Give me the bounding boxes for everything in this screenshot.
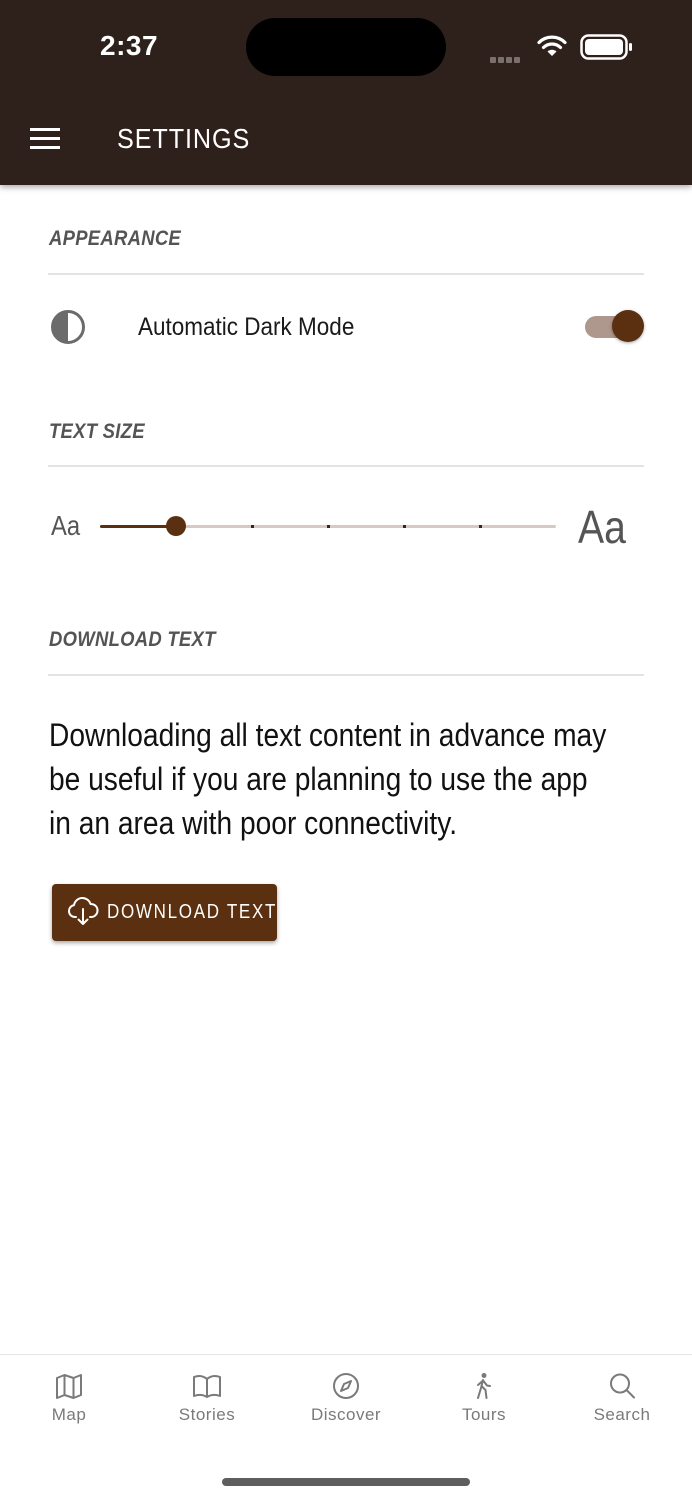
download-description: Downloading all text content in advance may be useful if you are planning to use the app in an area with poor connectivity.	[49, 717, 607, 841]
dark-mode-toggle[interactable]	[585, 310, 645, 344]
download-text-button[interactable]	[52, 884, 277, 941]
slider-tick	[479, 525, 482, 528]
appearance-heading: APPEARANCE	[49, 227, 182, 250]
tab-search[interactable]	[572, 1371, 672, 1425]
tab-discover[interactable]	[296, 1371, 396, 1425]
text-size-heading: TEXT SIZE	[49, 420, 145, 443]
cloud-download-icon	[67, 897, 99, 932]
compass-icon	[331, 1371, 361, 1401]
download-button-label: DOWNLOAD TEXT	[107, 901, 278, 923]
search-icon	[607, 1371, 637, 1401]
text-size-small-label: Aa	[51, 510, 81, 541]
tab-tours-label: Tours	[461, 1405, 507, 1424]
slider-thumb[interactable]	[166, 516, 186, 536]
walking-person-icon	[469, 1371, 499, 1401]
tab-stories-label: Stories	[178, 1405, 236, 1424]
text-size-slider[interactable]	[100, 510, 558, 544]
download-divider	[48, 674, 644, 676]
book-icon	[191, 1371, 223, 1401]
tab-map[interactable]	[19, 1371, 119, 1425]
tab-search-label: Search	[593, 1405, 651, 1424]
toggle-knob	[612, 310, 644, 342]
contrast-half-circle-icon	[50, 309, 86, 350]
slider-tick	[327, 525, 330, 528]
download-heading: DOWNLOAD TEXT	[49, 628, 216, 651]
battery-icon	[580, 33, 634, 66]
home-indicator	[222, 1478, 470, 1486]
slider-tick	[251, 525, 254, 528]
hamburger-menu-icon[interactable]	[30, 128, 60, 152]
wifi-icon	[536, 34, 568, 63]
tab-map-label: Map	[51, 1405, 87, 1424]
tab-discover-label: Discover	[310, 1405, 382, 1424]
text-size-divider	[48, 465, 644, 467]
cellular-signal-icon	[490, 50, 522, 68]
tab-stories[interactable]	[157, 1371, 257, 1425]
tab-tours[interactable]	[434, 1371, 534, 1425]
dark-mode-label: Automatic Dark Mode	[138, 313, 355, 341]
appearance-divider	[48, 273, 644, 275]
text-size-large-label: Aa	[578, 501, 626, 553]
dynamic-island	[246, 18, 446, 76]
page-title: SETTINGS	[117, 123, 251, 154]
map-icon	[54, 1371, 84, 1401]
slider-fill	[100, 525, 176, 528]
slider-tick	[403, 525, 406, 528]
app-header	[0, 0, 692, 185]
status-time: 2:37	[100, 30, 159, 61]
